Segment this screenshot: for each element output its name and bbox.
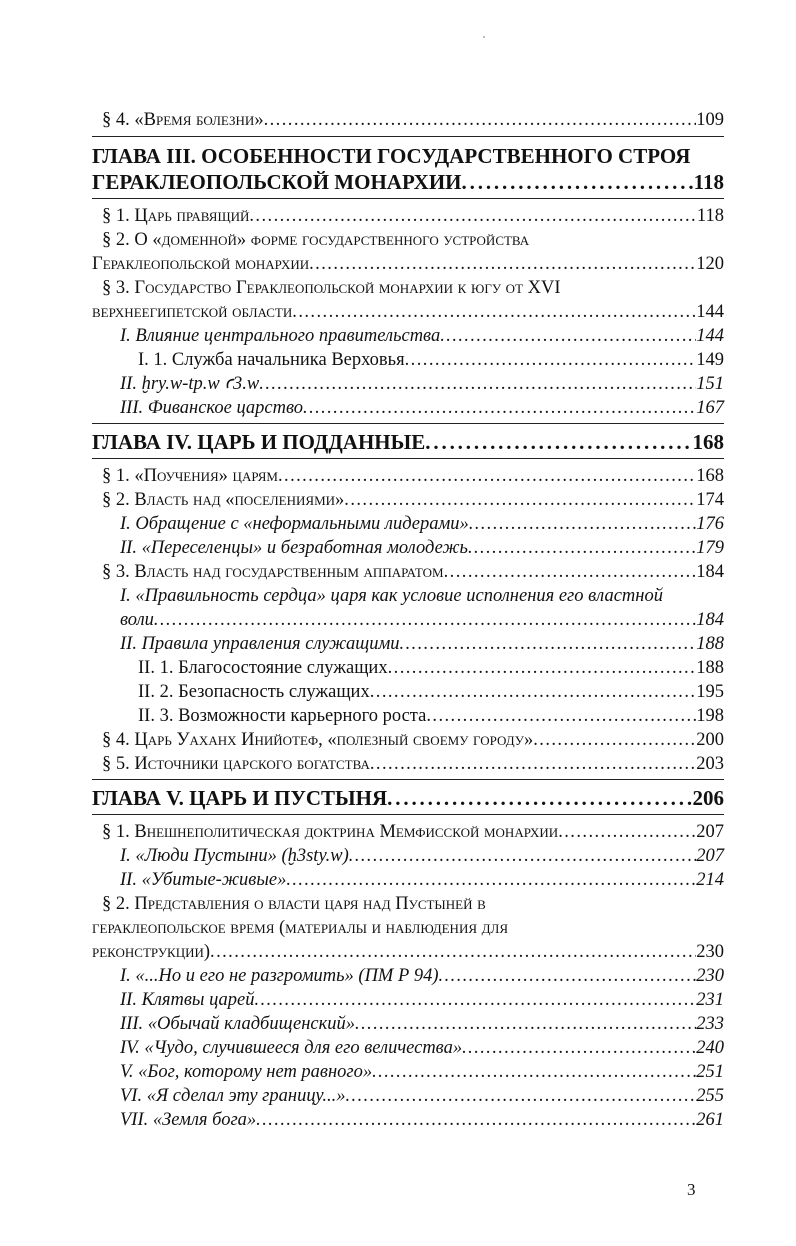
- toc-entry[interactable]: [92, 1036, 724, 1060]
- toc-entry-page: 184: [696, 562, 724, 582]
- toc-entry[interactable]: [92, 608, 724, 632]
- leader-dots: [249, 204, 697, 228]
- toc-entry-page: 207: [696, 846, 724, 866]
- toc-entry-title: II. 3. Возможности карьерного роста: [138, 706, 427, 726]
- toc-entry[interactable]: [92, 324, 724, 348]
- toc-entry[interactable]: [92, 252, 724, 276]
- toc-entry-page: 261: [696, 1110, 724, 1130]
- chapter-page: 206: [692, 786, 724, 810]
- toc-entry-page: 120: [696, 254, 724, 274]
- toc-entry[interactable]: [92, 1012, 724, 1036]
- leader-dots: [439, 964, 697, 988]
- toc-entry-title: VI. «Я сделал эту границу...»: [120, 1086, 346, 1106]
- chapter-title: ГЛАВА V. ЦАРЬ И ПУСТЫНЯ: [92, 786, 388, 810]
- toc-entry-page: 195: [696, 682, 724, 702]
- leader-dots: [444, 560, 697, 584]
- toc-entry-title: I. «...Но и его не разгромить» (ПМ Р 94): [120, 966, 439, 986]
- chapter-title-cont: ГЕРАКЛЕОПОЛЬСКОЙ МОНАРХИИ: [92, 170, 462, 194]
- toc-entry-page: 167: [696, 398, 724, 418]
- leader-dots: [154, 608, 696, 632]
- paper-speck: [483, 36, 485, 38]
- toc-entry[interactable]: [92, 1084, 724, 1108]
- toc-entry-title: I. «Люди Пустыни» (ḫ3sty.w): [120, 846, 349, 866]
- toc-entry-title-cont: верхнеегипетской области: [92, 302, 293, 322]
- toc-entry-title: II. «Переселенцы» и безработная молодежь: [120, 538, 468, 558]
- toc-entry-page: 118: [696, 206, 724, 226]
- toc-entry-page: 149: [696, 350, 724, 370]
- leader-dots: [462, 169, 694, 195]
- toc-entry-line[interactable]: § 3. Государство Гераклеопольской монархии к югу от XVI: [102, 278, 561, 298]
- toc-entry-title: IV. «Чудо, случившееся для его величества»: [120, 1038, 463, 1058]
- toc-entry-page: 151: [696, 374, 724, 394]
- toc-entry[interactable]: [92, 940, 724, 964]
- chapter-entry[interactable]: [92, 169, 724, 195]
- leader-dots: [286, 868, 696, 892]
- toc-entry[interactable]: [92, 868, 724, 892]
- toc-entry-title: V. «Бог, которому нет равного»: [120, 1062, 373, 1082]
- leader-dots: [533, 728, 696, 752]
- toc-entry-title: § 1. Царь правящий: [102, 206, 250, 226]
- toc-entry[interactable]: [92, 488, 724, 512]
- toc-entry-page: 207: [696, 822, 724, 842]
- toc-entry-title-cont: реконструкции): [92, 942, 211, 962]
- leader-dots: [462, 1036, 696, 1060]
- leader-dots: [370, 680, 697, 704]
- toc-entry-title: III. Фиванское царство: [120, 398, 304, 418]
- toc-entry-title: II. 1. Благосостояние служащих: [138, 658, 388, 678]
- leader-dots: [346, 1084, 697, 1108]
- leader-dots: [405, 348, 697, 372]
- toc-entry-page: 188: [696, 634, 724, 654]
- chapter-heading-block: [92, 779, 724, 815]
- toc-entry-page: 144: [696, 302, 724, 322]
- toc-entry-page: 179: [696, 538, 724, 558]
- toc-entry-title: II. Правила управления служащими: [120, 634, 400, 654]
- toc-entry-title: § 5. Источники царского богатства: [102, 754, 370, 774]
- chapter-page: 118: [693, 170, 724, 194]
- toc-entry[interactable]: [92, 372, 724, 396]
- table-of-contents: [92, 108, 724, 1132]
- leader-dots: [292, 300, 696, 324]
- toc-entry-line[interactable]: § 2. О «доменной» форме государственного устройства: [102, 230, 530, 250]
- leader-dots: [256, 1108, 696, 1132]
- leader-dots: [468, 536, 696, 560]
- toc-entry-title: I. Влияние центрального правительства: [120, 326, 441, 346]
- toc-entry-page: 184: [696, 610, 724, 630]
- toc-entry-page: 174: [696, 490, 724, 510]
- leader-dots: [426, 704, 696, 728]
- chapter-page: 168: [692, 430, 724, 454]
- toc-entry-title: I. Обращение с «неформальными лидерами»: [120, 514, 469, 534]
- leader-dots: [255, 988, 697, 1012]
- toc-entry[interactable]: [92, 464, 724, 488]
- leader-dots: [349, 844, 696, 868]
- toc-entry-title: II. 2. Безопасность служащих: [138, 682, 370, 702]
- toc-entry[interactable]: [92, 204, 724, 228]
- toc-entry-page: 176: [696, 514, 724, 534]
- leader-dots: [309, 252, 696, 276]
- leader-dots: [387, 785, 692, 811]
- chapter-entry[interactable]: [92, 429, 724, 455]
- leader-dots: [440, 324, 696, 348]
- leader-dots: [303, 396, 696, 420]
- leader-dots: [344, 488, 696, 512]
- toc-entry-page: 240: [696, 1038, 724, 1058]
- toc-entry-title: § 2. Власть над «поселениями»: [102, 490, 345, 510]
- leader-dots: [355, 1012, 696, 1036]
- toc-entry-title-cont: воли: [120, 610, 154, 630]
- toc-entry-title: VII. «Земля бога»: [120, 1110, 257, 1130]
- toc-entry-page: 200: [696, 730, 724, 750]
- toc-entry-page: 198: [696, 706, 724, 726]
- toc-entry[interactable]: [92, 512, 724, 536]
- toc-entry-title: § 4. Царь Уаханх Инийотеф, «полезный своему городу»: [102, 730, 534, 750]
- toc-entry[interactable]: [92, 844, 724, 868]
- toc-entry[interactable]: [92, 1060, 724, 1084]
- toc-entry-page: 214: [696, 870, 724, 890]
- toc-entry-line[interactable]: гераклеопольское время (материалы и наблюдения для: [92, 918, 508, 938]
- chapter-title[interactable]: ГЛАВА III. ОСОБЕННОСТИ ГОСУДАРСТВЕННОГО СТРОЯ: [92, 144, 691, 168]
- toc-entry-page: 231: [696, 990, 724, 1010]
- toc-entry-page: 255: [696, 1086, 724, 1106]
- toc-entry-page: 230: [696, 942, 724, 962]
- toc-entry[interactable]: [92, 536, 724, 560]
- toc-entry-title: II. ḫry.w-tp.w ꜥ3.w: [120, 374, 260, 394]
- toc-entry-line[interactable]: I. «Правильность сердца» царя как условие исполнения его властной: [120, 586, 663, 606]
- leader-dots: [370, 752, 696, 776]
- toc-entry-title: § 1. Внешнеполитическая доктрина Мемфисской монархии: [102, 822, 559, 842]
- leader-dots: [210, 940, 696, 964]
- toc-entry-line[interactable]: § 2. Представления о власти царя над Пустыней в: [102, 894, 486, 914]
- toc-entry-title: § 4. «Время болезни»: [102, 110, 264, 130]
- toc-entry-title: II. Клятвы царей: [120, 990, 255, 1010]
- chapter-entry[interactable]: [92, 785, 724, 811]
- toc-entry[interactable]: [92, 988, 724, 1012]
- toc-entry-page: 233: [696, 1014, 724, 1034]
- leader-dots: [400, 632, 697, 656]
- toc-entry-title: § 1. «Поучения» царям: [102, 466, 278, 486]
- leader-dots: [264, 108, 697, 132]
- toc-entry-page: 251: [696, 1062, 724, 1082]
- toc-entry-page: 203: [696, 754, 724, 774]
- leader-dots: [425, 429, 692, 455]
- leader-dots: [558, 820, 696, 844]
- toc-entry-page: 168: [696, 466, 724, 486]
- toc-entry[interactable]: [92, 560, 724, 584]
- leader-dots: [278, 464, 696, 488]
- toc-entry[interactable]: [92, 964, 724, 988]
- page-number: 3: [687, 1180, 696, 1199]
- toc-entry-title: III. «Обычай кладбищенский»: [120, 1014, 356, 1034]
- toc-entry-page: 144: [696, 326, 724, 346]
- toc-entry-title-cont: Гераклеопольской монархии: [92, 254, 310, 274]
- toc-entry-title: § 3. Власть над государственным аппаратом: [102, 562, 444, 582]
- toc-entry[interactable]: [92, 728, 724, 752]
- toc-entry[interactable]: [92, 108, 724, 132]
- leader-dots: [259, 372, 696, 396]
- chapter-heading-block: [92, 136, 724, 199]
- toc-entry[interactable]: [92, 632, 724, 656]
- leader-dots: [469, 512, 696, 536]
- toc-entry-page: 109: [696, 110, 724, 130]
- toc-entry-page: 230: [696, 966, 724, 986]
- toc-entry[interactable]: [92, 680, 724, 704]
- toc-entry[interactable]: [92, 300, 724, 324]
- toc-entry[interactable]: [92, 656, 724, 680]
- toc-entry[interactable]: [92, 1108, 724, 1132]
- toc-entry[interactable]: [92, 704, 724, 728]
- toc-entry-title: II. «Убитые-живые»: [120, 870, 287, 890]
- toc-entry[interactable]: [92, 396, 724, 420]
- leader-dots: [388, 656, 697, 680]
- chapter-heading-block: [92, 423, 724, 459]
- toc-entry[interactable]: [92, 752, 724, 776]
- toc-entry[interactable]: [92, 820, 724, 844]
- toc-entry-title: I. 1. Служба начальника Верховья: [138, 350, 405, 370]
- chapter-title: ГЛАВА IV. ЦАРЬ И ПОДДАННЫЕ: [92, 430, 426, 454]
- leader-dots: [372, 1060, 696, 1084]
- toc-entry[interactable]: [92, 348, 724, 372]
- toc-entry-page: 188: [696, 658, 724, 678]
